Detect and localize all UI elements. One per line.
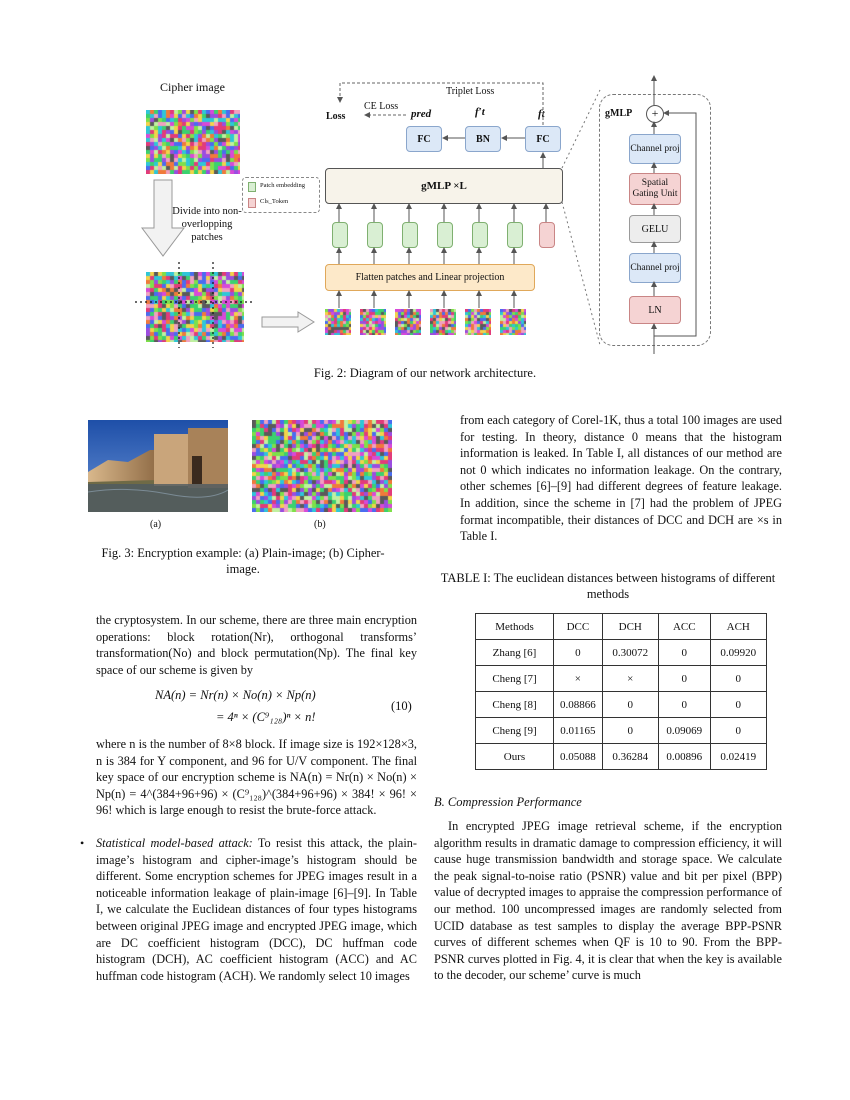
divide-label: Divide into non-overlopping patches xyxy=(172,206,242,243)
header-cell: ACC xyxy=(658,614,710,640)
cls-legend-label: Cls_Token xyxy=(260,198,289,205)
results-table xyxy=(475,613,767,770)
flatten-box: Flatten patches and Linear projection xyxy=(325,264,535,291)
subfig-b-label: (b) xyxy=(314,519,326,530)
ft-label: ft xyxy=(538,108,545,120)
table-cell: Cheng [7] xyxy=(476,666,554,692)
table-cell: Zhang [6] xyxy=(476,640,554,666)
table-cell: Cheng [8] xyxy=(476,692,554,718)
section-heading: B. Compression Performance xyxy=(434,795,582,809)
header-cell: Methods xyxy=(476,614,554,640)
table-cell: 0.09920 xyxy=(710,640,766,666)
table-cell: 0.01165 xyxy=(554,718,603,744)
table-cell: 0.05088 xyxy=(554,744,603,770)
noise-pattern xyxy=(252,420,392,512)
header-cell: ACH xyxy=(710,614,766,640)
fig2-caption: Fig. 2: Diagram of our network architecture. xyxy=(313,366,537,380)
table-caption: TABLE I: The euclidean distances between histograms of different methods xyxy=(440,571,776,601)
right-paragraph-2: In encrypted JPEG image retrieval scheme, if the encryption algorithm results in dramatic damage to compression efficiency, it will cause huge transmission bandwidth and storage space. We calculate the peak signal-to-noise ratio (PSNR) value and bit per pixel (BPP) value of decrypted images to appraise the compression performance of our method. 100 uncompressed images are randomly selected from UCID database as test samples to display the average BPP-PSNR curves of different schemes when QF is 10 to 90. From the BPP-PSNR curves plotted in Fig. 4, it is clear that when the key is available to the decoder, our scheme’ curve is much xyxy=(434,819,782,983)
table-cell: 0.08866 xyxy=(554,692,603,718)
bullet-title: Statistical model-based attack: xyxy=(96,836,253,850)
pred-label: pred xyxy=(411,108,432,120)
equation-line-2: = 4ⁿ × (C⁹₁₂₈)ⁿ × n! xyxy=(216,710,316,724)
table-cell: 0 xyxy=(658,692,710,718)
fc-ft-box: FC xyxy=(525,126,561,152)
cls-legend-swatch xyxy=(248,198,256,208)
add-icon: + xyxy=(646,105,664,123)
table-cell: 0 xyxy=(710,718,766,744)
triplet-loss-label: Triplet Loss xyxy=(446,86,495,97)
cipher-image-large xyxy=(146,110,240,174)
legend xyxy=(242,177,320,213)
table-cell: 0 xyxy=(710,666,766,692)
table-cell: 0 xyxy=(554,640,603,666)
header-cell: DCC xyxy=(554,614,603,640)
loss-label: Loss xyxy=(326,111,346,122)
left-bullet-paragraph xyxy=(96,835,417,984)
table-row xyxy=(476,718,767,744)
table-cell: × xyxy=(602,666,658,692)
architecture-connections xyxy=(320,75,620,355)
patch-grid-lines xyxy=(135,262,255,348)
bn-box: BN xyxy=(465,126,501,152)
ft-prime-label: f′t xyxy=(475,106,485,118)
gmlp-detail-title: gMLP xyxy=(605,108,633,119)
table-row xyxy=(476,692,767,718)
table-header-row xyxy=(476,614,767,640)
ln-box: LN xyxy=(629,296,681,324)
spatial-gating-unit: Spatial Gating Unit xyxy=(629,173,681,205)
left-paragraph-2: where n is the number of 8×8 block. If image size is 192×128×3, n is 384 for Y component, and 96 for U/V component. The final key space of our encryption scheme is NA(n) = Nr(n) × No(n) × Np(n) = 4^(384+96+96) × (C⁹₁₂₈)^(384+96+96) × 384! × 96! × 96! which is large enough to resist the brute-force attack. xyxy=(96,737,417,818)
table-cell: Cheng [9] xyxy=(476,718,554,744)
table-cell: 0 xyxy=(602,692,658,718)
equation-number: (10) xyxy=(391,699,412,713)
bullet-text: To resist this attack, the plain-image’s histogram and cipher-image’s histogram should be different. Some encryption schemes for JPEG images result in a noticeable information leakage of plain-image [6]–[9]. In Table I, we calculate the Euclidean distances of four types histograms between original JPEG image and encrypted JPEG image, which are DC coefficient histogram (DCC), DC huffman code histogram (DCH), AC coefficient histogram (ACC) and AC huffman code histogram (ACH). We randomly select 10 images xyxy=(96,836,417,983)
table-cell: 0.30072 xyxy=(602,640,658,666)
table-cell: 0.36284 xyxy=(602,744,658,770)
gelu-box: GELU xyxy=(629,215,681,243)
channel-proj-top: Channel proj xyxy=(629,134,681,164)
table-cell: 0 xyxy=(602,718,658,744)
table-cell: × xyxy=(554,666,603,692)
table-cell: Ours xyxy=(476,744,554,770)
cipher-image xyxy=(252,420,392,512)
table-cell: 0.09069 xyxy=(658,718,710,744)
fig3-caption: Fig. 3: Encryption example: (a) Plain-image; (b) Cipher-image. xyxy=(101,546,385,576)
equation-line-1: NA(n) = Nr(n) × No(n) × Np(n) xyxy=(155,688,316,702)
table-cell: 0 xyxy=(658,666,710,692)
gmlp-main-box: gMLP ×L xyxy=(325,168,563,204)
noise-pattern xyxy=(146,110,240,174)
cipher-image-label: Cipher image xyxy=(160,80,225,94)
right-arrow-icon xyxy=(260,310,316,334)
right-paragraph-1: from each category of Corel-1K, thus a total 100 images are used for testing. In theory, distance 0 means that the histogram information is leaked. In Table I, all distances of our method are not 0 which indicates no information leakage. On the contrary, other schemes [6]–[9] had different degrees of feature leakage. In addition, since the scheme in [7] had the problem of JPEG format incompatible, their distances of DCC and DCH are ×s in Table I. xyxy=(460,413,782,544)
bullet-icon: • xyxy=(80,836,85,850)
gmlp-detail-arrows xyxy=(600,74,710,356)
fc-pred-box: FC xyxy=(406,126,442,152)
table-cell: 0.00896 xyxy=(658,744,710,770)
table-row xyxy=(476,666,767,692)
plain-image xyxy=(88,420,228,512)
patch-legend-label: Patch embedding xyxy=(260,182,305,189)
channel-proj-bottom: Channel proj xyxy=(629,253,681,283)
table-cell: 0 xyxy=(658,640,710,666)
table-row xyxy=(476,640,767,666)
left-paragraph-1: the cryptosystem. In our scheme, there are three main encryption operations: block rotation(Nr), orthogonal transforms’ transformation(No) and block permutation(Np). The final key space of our scheme is given by xyxy=(96,613,417,677)
header-cell: DCH xyxy=(602,614,658,640)
table-cell: 0 xyxy=(710,692,766,718)
patch-legend-swatch xyxy=(248,182,256,192)
ce-loss-label: CE Loss xyxy=(364,101,399,112)
table-row xyxy=(476,744,767,770)
table-cell: 0.02419 xyxy=(710,744,766,770)
subfig-a-label: (a) xyxy=(150,519,162,530)
